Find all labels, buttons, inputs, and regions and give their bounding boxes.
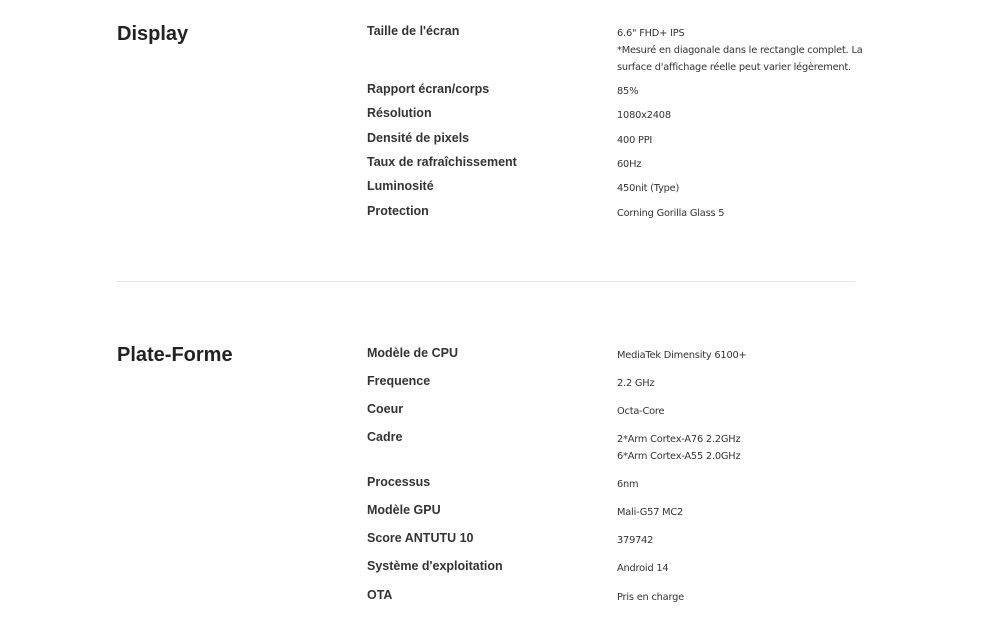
spec-value: [617, 83, 857, 100]
spec-value: [617, 403, 857, 420]
spec-label: Coeur: [367, 402, 404, 416]
spec-label: Processus: [367, 475, 431, 489]
spec-label: Résolution: [367, 106, 432, 120]
spec-value-line: 2*Arm Cortex-A76 2.2GHz: [617, 434, 741, 445]
spec-label: Cadre: [367, 430, 403, 444]
spec-value: [617, 476, 857, 493]
spec-value: [617, 504, 857, 521]
spec-label: Score ANTUTU 10: [367, 531, 474, 545]
spec-value: [617, 375, 857, 392]
spec-value: [617, 25, 863, 76]
spec-value: [617, 156, 857, 173]
spec-value-line: Octa-Core: [617, 406, 665, 417]
spec-label: Protection: [367, 204, 429, 218]
spec-value-line: 450nit (Type): [617, 183, 680, 194]
spec-label: Densité de pixels: [367, 131, 470, 145]
spec-value-line: 6nm: [617, 479, 639, 490]
spec-value-line: Android 14: [617, 563, 669, 574]
spec-label: Luminosité: [367, 179, 434, 193]
spec-value-line: surface d'affichage réelle peut varier légèrement.: [617, 62, 851, 73]
spec-label: Modèle de CPU: [367, 346, 458, 360]
spec-value: [617, 560, 857, 577]
spec-value-line: 60Hz: [617, 159, 642, 170]
spec-value-line: Pris en charge: [617, 592, 684, 603]
spec-value: [617, 431, 857, 465]
spec-value: [617, 107, 857, 124]
display-section-title: Display: [117, 23, 189, 45]
spec-value-line: 6*Arm Cortex-A55 2.0GHz: [617, 451, 741, 462]
spec-label: OTA: [367, 588, 393, 602]
spec-value: [617, 205, 857, 222]
spec-value: [617, 532, 857, 549]
spec-label: Modèle GPU: [367, 503, 441, 517]
spec-value: [617, 132, 857, 149]
spec-label: Système d'exploitation: [367, 559, 503, 573]
spec-value-line: 6.6" FHD+ IPS: [617, 28, 685, 39]
platform-section-title: Plate-Forme: [117, 344, 233, 366]
spec-value-line: MediaTek Dimensity 6100+: [617, 350, 747, 361]
spec-value: [617, 347, 857, 364]
spec-value: [617, 180, 857, 197]
spec-value-line: 85%: [617, 86, 639, 97]
spec-value-line: 2.2 GHz: [617, 378, 655, 389]
spec-label: Rapport écran/corps: [367, 82, 490, 96]
spec-value-line: Corning Gorilla Glass 5: [617, 208, 725, 219]
spec-value-line: 400 PPI: [617, 135, 653, 146]
spec-label: Taille de l'écran: [367, 24, 460, 38]
spec-value-line: 379742: [617, 535, 654, 546]
spec-value: [617, 589, 857, 606]
spec-value-line: *Mesuré en diagonale dans le rectangle complet. La: [617, 45, 863, 56]
spec-value-line: 1080x2408: [617, 110, 671, 121]
spec-value-line: Mali-G57 MC2: [617, 507, 684, 518]
spec-label: Frequence: [367, 374, 431, 388]
section-divider: [117, 281, 855, 282]
spec-label: Taux de rafraîchissement: [367, 155, 517, 169]
